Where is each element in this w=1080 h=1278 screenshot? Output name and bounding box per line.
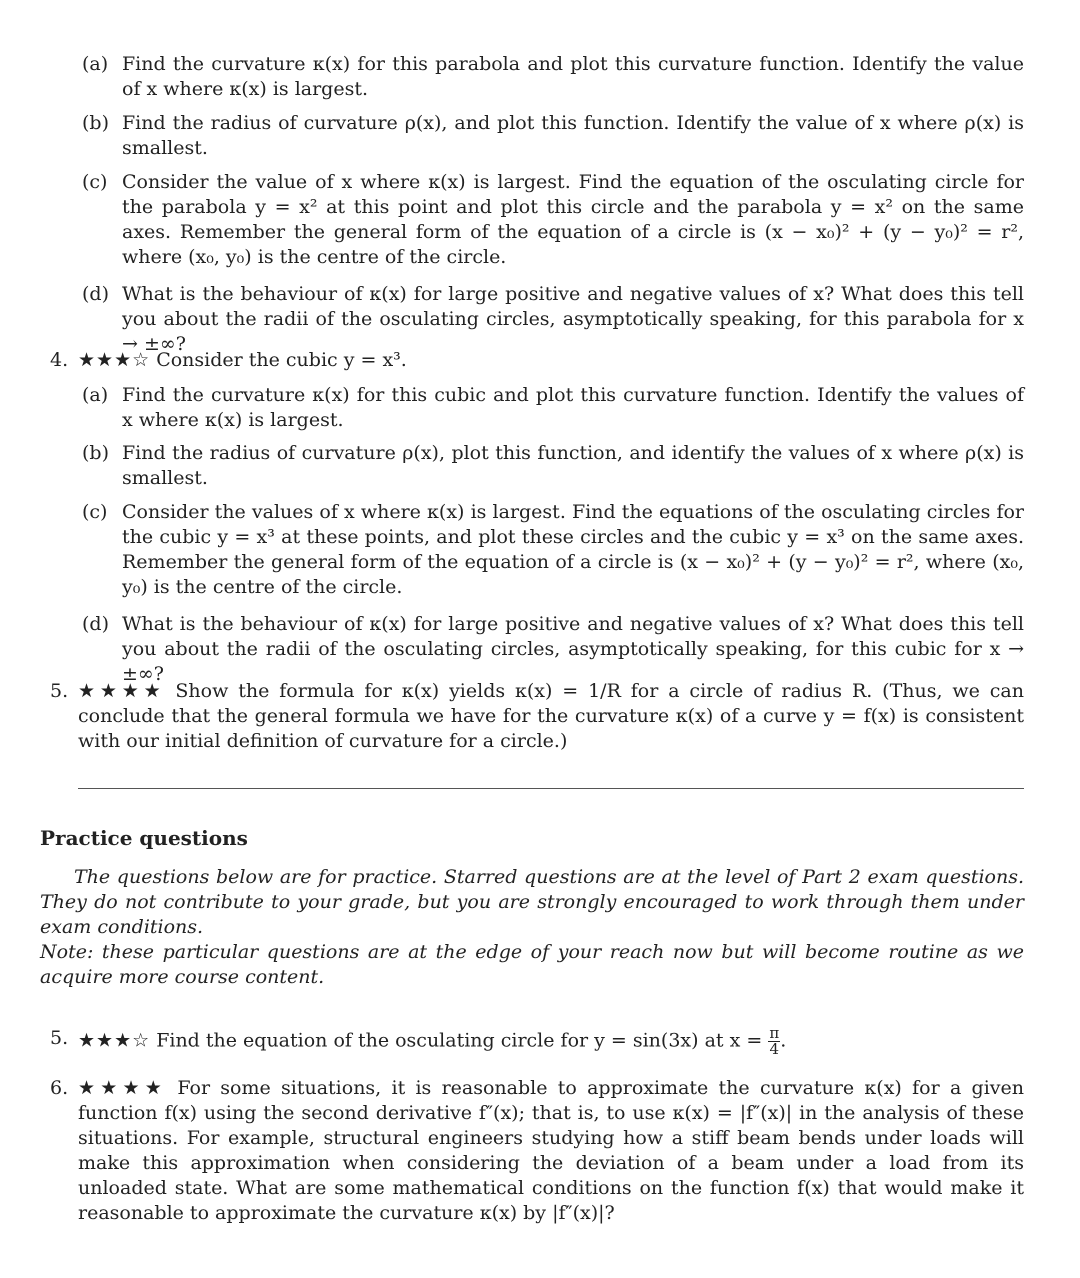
part-text: Find the radius of curvature ρ(x), plot this function, and identify the values of x where ρ(x) is smallest. (122, 442, 1024, 489)
part-label: (b) (82, 112, 109, 134)
difficulty-stars: ★★★★ (78, 680, 166, 702)
q4-part-a (82, 383, 1024, 433)
question-number: 6. (50, 1077, 69, 1099)
fraction-numerator: π (769, 1024, 780, 1042)
difficulty-stars: ★★★★ (78, 1077, 168, 1099)
q3-part-a (82, 52, 1024, 102)
question-5 (50, 679, 1024, 754)
difficulty-stars: ★★★☆ (78, 349, 151, 371)
question-text (78, 1026, 1024, 1057)
part-label: (d) (82, 283, 109, 305)
question-4 (50, 348, 1024, 373)
part-label: (c) (82, 501, 108, 523)
q4-part-d (82, 612, 1024, 687)
question-body: Find the equation of the osculating circle for y = sin(3x) at x = (156, 1029, 763, 1052)
part-label: (d) (82, 613, 109, 635)
part-text: Find the radius of curvature ρ(x), and plot this function. Identify the value of x where ρ(x) is smallest. (122, 112, 1024, 159)
q3-part-b (82, 111, 1024, 161)
practice-intro: The questions below are for practice. Starred questions are at the level of Part 2 exam questions. They do not contribute to your grade, but you are strongly encouraged to work through them under exam conditions. (40, 866, 1024, 938)
q4-part-c (82, 500, 1024, 600)
question-body: Show the formula for κ(x) yields κ(x) = 1/R for a circle of radius R. (Thus, we can conclude that the general formula we have for the curvature κ(x) of a curve y = f(x) is consistent with our initial definition of curvature for a circle.) (78, 680, 1024, 752)
part-text: Consider the value of x where κ(x) is largest. Find the equation of the osculating circle for the parabola y = x² at this point and plot this circle and the parabola y = x² on the same axes. Remember the general form of the equation of a circle is (x − x₀)² + (y − y₀)² = r², where (x₀, y₀) is the centre of the circle. (122, 171, 1024, 268)
question-number: 5. (50, 1027, 69, 1049)
q3-part-c (82, 170, 1024, 270)
q4-part-b (82, 441, 1024, 491)
part-label: (a) (82, 53, 109, 75)
part-text: What is the behaviour of κ(x) for large positive and negative values of x? What does this tell you about the radii of the osculating circles, asymptotically speaking, for this cubic for x → ±∞? (122, 613, 1024, 685)
question-body: For some situations, it is reasonable to approximate the curvature κ(x) for a given function f(x) using the second derivative f″(x); that is, to use κ(x) = |f″(x)| in the analysis of these situations. For example, structural engineers studying how a stiff beam bends under loads will make this approximation when considering the deviation of a beam under a load from its unloaded state. What are some mathematical conditions on the function f(x) that would make it reasonable to approximate the curvature κ(x) by |f″(x)|? (78, 1077, 1025, 1224)
question-text (78, 1076, 1024, 1226)
practice-question-5 (50, 1026, 1024, 1057)
part-label: (a) (82, 384, 109, 406)
part-label: (b) (82, 442, 109, 464)
section-divider (78, 788, 1024, 789)
question-number: 4. (50, 349, 69, 371)
part-text: Consider the values of x where κ(x) is largest. Find the equations of the osculating circles for the cubic y = x³ at these points, and plot these circles and the cubic y = x³ on the same axes. Remember the general form of the equation of a circle is (x − x₀)² + (y − y₀)² = r², where (x₀, y₀) is the centre of the circle. (122, 501, 1024, 598)
question-body: Consider the cubic y = x³. (156, 349, 407, 371)
part-text: Find the curvature κ(x) for this cubic and plot this curvature function. Identify the values of x where κ(x) is largest. (122, 384, 1024, 431)
fraction-denominator: 4 (769, 1040, 780, 1058)
question-text (78, 348, 1024, 373)
practice-question-6 (50, 1076, 1024, 1226)
q3-part-d (82, 282, 1024, 357)
difficulty-stars: ★★★☆ (78, 1029, 151, 1052)
part-text: What is the behaviour of κ(x) for large positive and negative values of x? What does this tell you about the radii of the osculating circles, asymptotically speaking, for this parabola for x → ±∞? (122, 283, 1024, 355)
question-text (78, 679, 1024, 754)
practice-heading: Practice questions (40, 826, 248, 850)
part-text: Find the curvature κ(x) for this parabola and plot this curvature function. Identify the value of x where κ(x) is largest. (122, 53, 1024, 100)
question-end: . (780, 1029, 787, 1052)
practice-note: Note: these particular questions are at the edge of your reach now but will become routine as we acquire more course content. (40, 941, 1024, 988)
question-number: 5. (50, 680, 69, 702)
part-label: (c) (82, 171, 108, 193)
fraction (768, 1026, 780, 1057)
